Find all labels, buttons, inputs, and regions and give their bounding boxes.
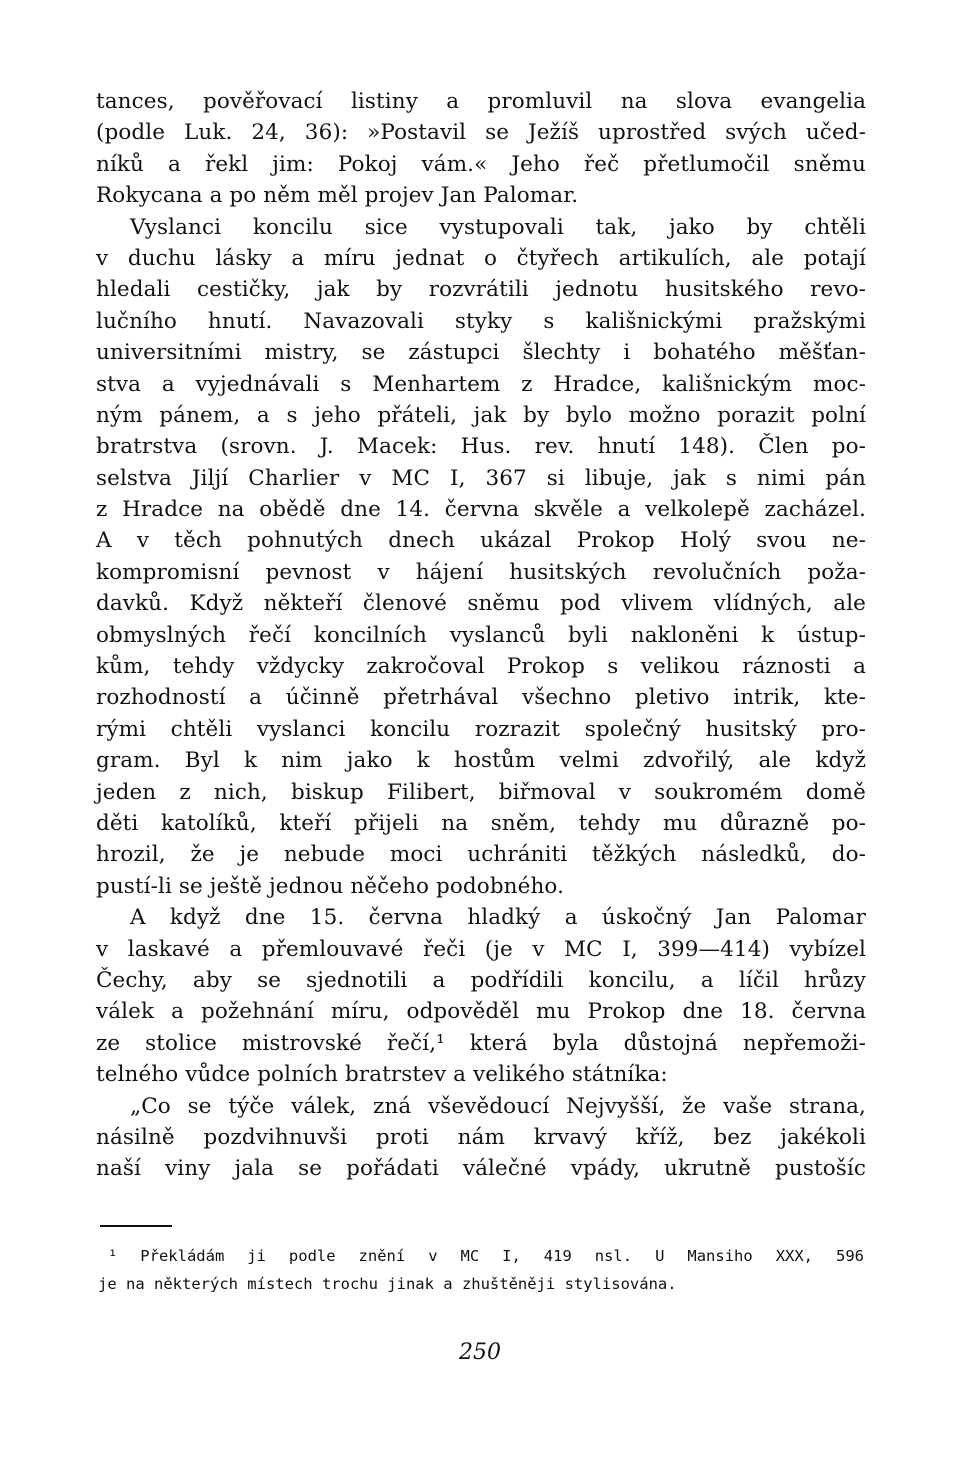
text-line: hledali cestičky, jak by rozvrátili jednotu husitského revo- [96,277,866,303]
footnote-line: je na některých místech trochu jinak a zhuštěněji stylisována. [98,1275,677,1293]
text-line: (podle Luk. 24, 36): »Postavil se Ježíš uprostřed svých učed- [96,120,866,146]
text-line: Rokycana a po něm měl projev Jan Palomar. [96,183,579,209]
text-line: obmyslných řečí koncilních vyslanců byli nakloněni k ústup- [96,622,866,648]
text-line: v duchu lásky a míru jednat o čtyřech artikulích, ale potají [96,245,866,271]
text-line: válek a požehnání míru, odpověděl mu Prokop dne 18. června [96,999,866,1025]
text-line: A když dne 15. června hladký a úskočný Jan Palomar [130,905,866,931]
footnote-divider [100,1225,172,1227]
text-line: naší viny jala se pořádati válečné vpády, ukrutně pustošíc [96,1156,866,1182]
text-line: pustí-li se ještě jednou něčeho podobného. [96,873,565,899]
text-line: násilně pozdvihnuvši proti nám krvavý kříž, bez jakékoli [96,1124,866,1150]
body-text [96,86,866,1185]
text-line: kům, tehdy vždycky zakročoval Prokop s velikou ráznosti a [96,654,866,680]
text-line: stva a vyjednávali s Menhartem z Hradce, kališnickým moc- [96,371,866,397]
text-line: A v těch pohnutých dnech ukázal Prokop Holý svou ne- [96,528,866,554]
text-line: ným pánem, a s jeho přáteli, jak by bylo možno porazit polní [96,402,866,428]
text-line: v laskavé a přemlouvavé řeči (je v MC I, 399—414) vybízel [96,936,866,962]
text-line: universitními mistry, se zástupci šlechty i bohatého měšťan- [96,340,866,366]
text-line: Čechy, aby se sjednotili a podřídili koncilu, a líčil hrůzy [96,967,866,993]
text-line: hrozil, že je nebude moci uchrániti těžkých následků, do- [96,842,866,868]
text-line: „Co se týče válek, zná vševědoucí Nejvyšší, že vaše strana, [130,1093,866,1119]
text-line: děti katolíků, kteří přijeli na sněm, tehdy mu důrazně po- [96,810,866,836]
footnote [98,1242,864,1298]
text-line: selstva Jiljí Charlier v MC I, 367 si libuje, jak s nimi pán [96,465,866,491]
text-line: bratrstva (srovn. J. Macek: Hus. rev. hnutí 148). Člen po- [96,434,866,460]
text-line: telného vůdce polních bratrstev a velikého státníka: [96,1062,668,1088]
text-line: jeden z nich, biskup Filibert, biřmoval v soukromém domě [96,779,866,805]
text-line: davků. Když někteří členové sněmu pod vlivem vlídných, ale [96,591,866,617]
text-line: gram. Byl k nim jako k hostům velmi zdvořilý, ale když [96,748,866,774]
text-line: z Hradce na obědě dne 14. června skvěle a velkolepě zacházel. [96,497,866,523]
text-line: lučního hnutí. Navazovali styky s kališnickými pražskými [96,308,866,334]
text-line: rými chtěli vyslanci koncilu rozrazit společný husitský pro- [96,716,866,742]
footnote-line: ¹ Překládám ji podle znění v MC I, 419 nsl. U Mansiho XXX, 596 [108,1247,864,1265]
text-line: Vyslanci koncilu sice vystupovali tak, jako by chtěli [130,214,866,240]
page-number: 250 [459,1340,501,1365]
text-line: ze stolice mistrovské řečí,¹ která byla důstojná nepřemoži- [96,1030,866,1056]
text-line: tances, pověřovací listiny a promluvil na slova evangelia [96,89,866,114]
text-line: kompromisní pevnost v hájení husitských revolučních poža- [96,559,866,585]
text-line: rozhodností a účinně přetrhával všechno pletivo intrik, kte- [96,685,866,711]
text-line: níků a řekl jim: Pokoj vám.« Jeho řeč přetlumočil sněmu [96,151,866,177]
